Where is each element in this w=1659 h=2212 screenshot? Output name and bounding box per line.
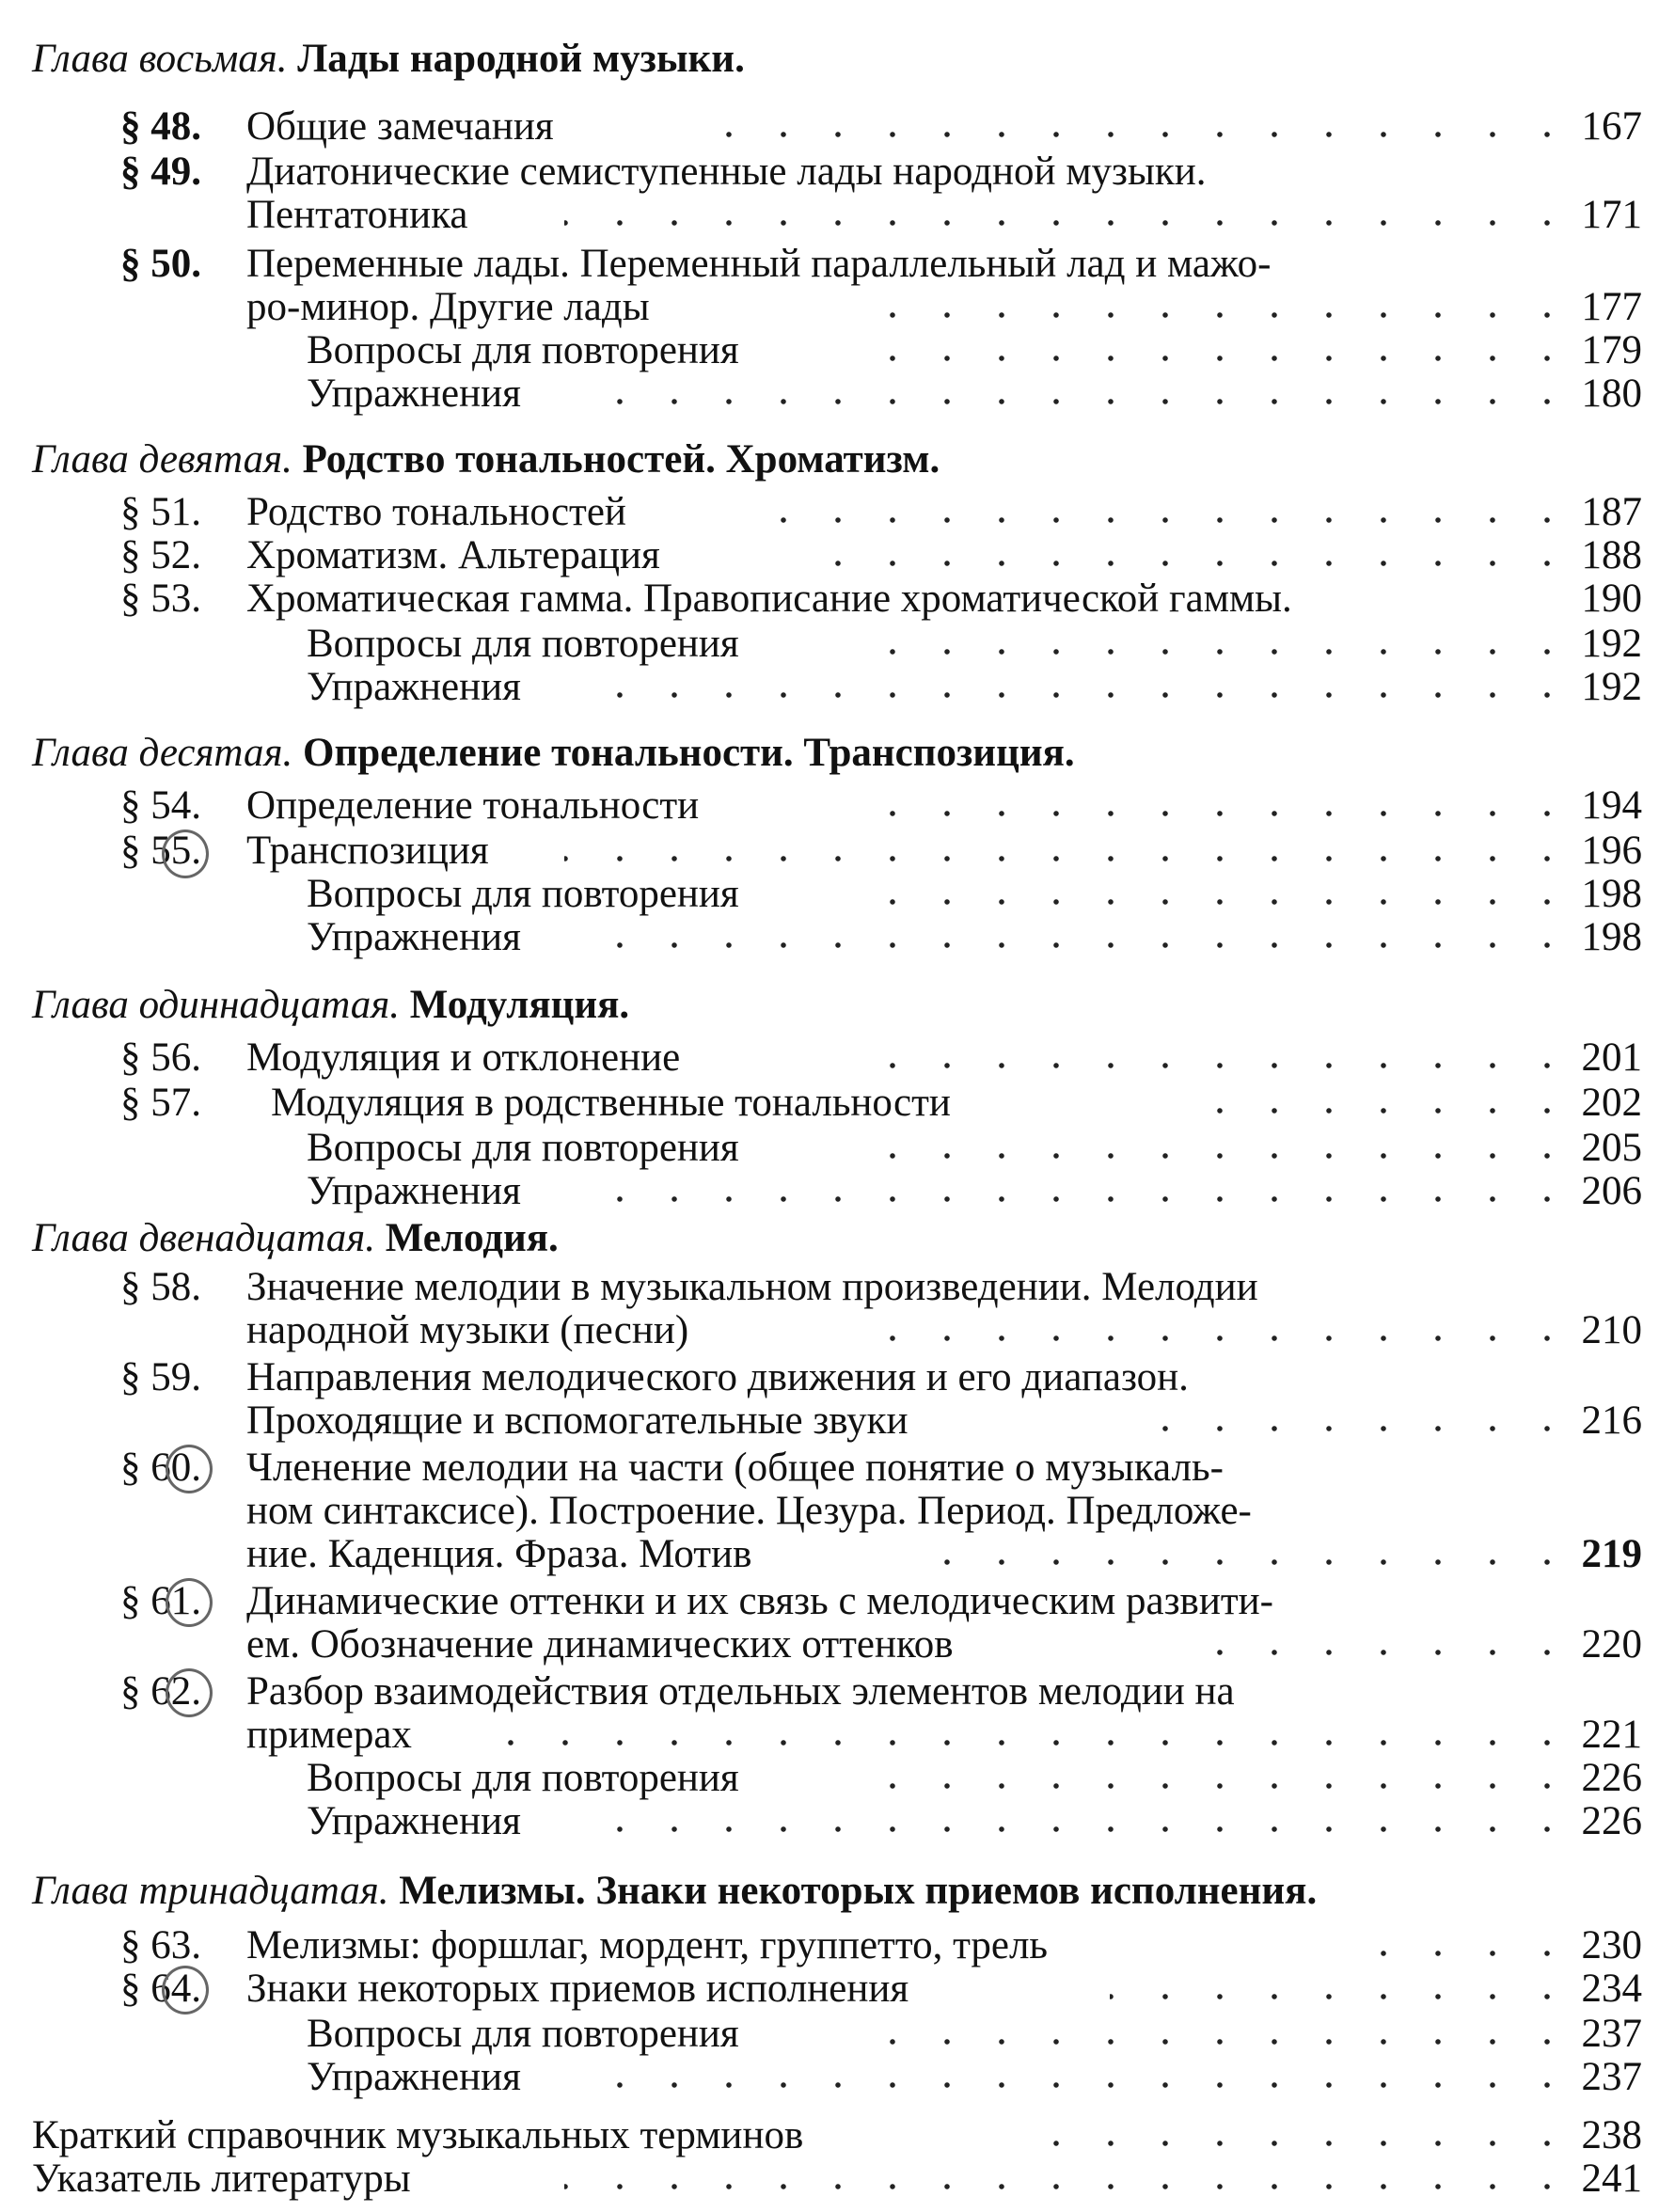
page-number: 216 xyxy=(1581,1398,1642,1443)
dot-leader xyxy=(564,2182,1574,2191)
page-number: 234 xyxy=(1581,1967,1642,2011)
chapter-11-heading xyxy=(32,982,629,1028)
page-number: 171 xyxy=(1581,193,1642,237)
dot-leader xyxy=(790,559,1574,568)
chapter-label: Глава восьмая. xyxy=(32,37,288,81)
dot-leader xyxy=(611,1194,1574,1204)
toc-questions-10 xyxy=(0,871,1659,916)
entry-title: Модуляция и отклонение xyxy=(246,1035,681,1080)
dot-leader xyxy=(1185,1106,1574,1115)
dot-leader xyxy=(1016,2139,1574,2148)
toc-entry-54 xyxy=(0,782,1659,828)
dot-leader xyxy=(875,310,1574,320)
page-number: 187 xyxy=(1581,490,1642,534)
toc-entry-51 xyxy=(0,489,1659,534)
toc-exercises-13 xyxy=(0,2054,1659,2099)
dot-leader xyxy=(1335,1949,1574,1958)
entry-title-line-2: ро-минор. Другие лады xyxy=(246,285,650,329)
toc-entry-59-cont xyxy=(0,1398,1659,1443)
page-number: 205 xyxy=(1581,1126,1642,1170)
toc-entry-61-cont xyxy=(0,1621,1659,1667)
dot-leader xyxy=(611,397,1574,406)
chapter-label: Глава двенадцатая. xyxy=(32,1216,375,1260)
entry-title: Упражнения xyxy=(307,915,521,959)
entry-title-line-1: Значение мелодии в музыкальном произведении. Мелодии xyxy=(246,1265,1258,1309)
entry-title: Упражнения xyxy=(307,2055,521,2099)
entry-title: Вопросы для повторения xyxy=(307,872,739,916)
dot-leader xyxy=(884,1151,1574,1161)
entry-title: Вопросы для повторения xyxy=(307,328,739,372)
toc-questions-13 xyxy=(0,2011,1659,2056)
toc-questions-8 xyxy=(0,327,1659,372)
chapter-8-heading xyxy=(32,36,745,82)
page-number: 188 xyxy=(1581,533,1642,577)
entry-title: Транспозиция xyxy=(246,829,489,873)
page-number: 241 xyxy=(1581,2157,1642,2201)
chapter-10-heading xyxy=(32,730,1075,776)
page-number: 180 xyxy=(1581,371,1642,416)
section-number: § 50. xyxy=(120,242,201,286)
handwritten-circle-mark xyxy=(162,1966,209,2014)
entry-title-line-1: Членение мелодии на части (общее понятие о музыкаль- xyxy=(246,1446,1224,1490)
page-number: 167 xyxy=(1581,104,1642,149)
handwritten-circle-mark xyxy=(166,1445,213,1493)
entry-title: Вопросы для повторения xyxy=(307,2012,739,2056)
page-number: 237 xyxy=(1581,2055,1642,2099)
entry-title: Мелизмы: форшлаг, мордент, группетто, трель xyxy=(246,1923,1049,1967)
dot-leader xyxy=(611,940,1574,950)
chapter-title: Модуляция. xyxy=(409,983,630,1027)
chapter-label: Глава десятая. xyxy=(32,731,293,775)
section-number: § 51. xyxy=(120,490,201,534)
toc-entry-59 xyxy=(0,1354,1659,1399)
entry-title-line-2: Пентатоника xyxy=(246,193,468,237)
entry-title: Вопросы для повторения xyxy=(307,1756,739,1800)
dot-leader xyxy=(1185,1648,1574,1657)
dot-leader xyxy=(884,2037,1574,2046)
toc-questions-12 xyxy=(0,1755,1659,1800)
section-number: § 59. xyxy=(120,1355,201,1399)
toc-questions-9 xyxy=(0,621,1659,666)
page-number: 198 xyxy=(1581,872,1642,916)
entry-title-line-1: Динамические оттенки и их связь с мелодическим развити- xyxy=(246,1579,1273,1623)
chapter-label: Глава одиннадцатая. xyxy=(32,983,401,1027)
chapter-title: Родство тональностей. Хроматизм. xyxy=(302,437,940,482)
page-number: 179 xyxy=(1581,328,1642,372)
chapter-label: Глава девятая. xyxy=(32,437,292,482)
entry-title-line-2: Проходящие и вспомогательные звуки xyxy=(246,1398,908,1443)
section-number: § 48. xyxy=(120,104,201,149)
toc-exercises-12 xyxy=(0,1798,1659,1843)
entry-title: Модуляция в родственные тональности xyxy=(271,1081,951,1125)
toc-exercises-11 xyxy=(0,1168,1659,1213)
entry-title: Упражнения xyxy=(307,1799,521,1843)
dot-leader xyxy=(865,1334,1574,1343)
entry-title: Определение тональности xyxy=(246,783,700,828)
toc-entry-56 xyxy=(0,1035,1659,1080)
dot-leader xyxy=(611,2080,1574,2090)
dot-leader xyxy=(865,1061,1574,1070)
entry-title-line-2: ем. Обозначение динамических оттенков xyxy=(246,1622,954,1667)
entry-title: Упражнения xyxy=(307,665,521,709)
section-number: § 49. xyxy=(120,150,201,194)
section-number: § 62. xyxy=(120,1669,201,1714)
section-number: § 52. xyxy=(120,533,201,577)
entry-title: Упражнения xyxy=(307,1169,521,1213)
page-number: 226 xyxy=(1581,1799,1642,1843)
chapter-title: Мелизмы. Знаки некоторых приемов исполнения. xyxy=(399,1869,1318,1913)
page-number: 194 xyxy=(1581,783,1642,828)
page-number: 226 xyxy=(1581,1756,1642,1800)
page-number: 192 xyxy=(1581,622,1642,666)
handwritten-circle-mark xyxy=(166,1668,213,1717)
chapter-13-heading xyxy=(32,1868,1317,1914)
page-number: 202 xyxy=(1581,1081,1642,1125)
entry-title: Вопросы для повторения xyxy=(307,1126,739,1170)
toc-exercises-10 xyxy=(0,914,1659,959)
dot-leader xyxy=(611,690,1574,700)
toc-entry-64 xyxy=(0,1966,1659,2011)
dot-leader xyxy=(677,130,1574,139)
toc-entry-52 xyxy=(0,532,1659,577)
entry-title: Указатель литературы xyxy=(32,2157,411,2201)
toc-entry-62 xyxy=(0,1668,1659,1714)
dot-leader xyxy=(1129,1424,1574,1433)
toc-entry-50-cont xyxy=(0,284,1659,329)
toc-entry-53 xyxy=(0,576,1659,621)
page-number: 230 xyxy=(1581,1923,1642,1967)
toc-entry-48 xyxy=(0,103,1659,149)
chapter-9-heading xyxy=(32,436,940,482)
page-number: 221 xyxy=(1581,1713,1642,1757)
entry-title-line-2: ном синтаксисе). Построение. Цезура. Период. Предложе- xyxy=(246,1489,1252,1533)
toc-entry-58 xyxy=(0,1264,1659,1309)
dot-leader xyxy=(564,218,1574,228)
page-number: 238 xyxy=(1581,2113,1642,2157)
section-number: § 54. xyxy=(120,783,201,828)
section-number: § 64. xyxy=(120,1967,201,2011)
dot-leader xyxy=(771,515,1574,525)
toc-exercises-8 xyxy=(0,371,1659,416)
entry-title: Краткий справочник музыкальных терминов xyxy=(32,2113,804,2157)
dot-leader xyxy=(884,1781,1574,1791)
dot-leader xyxy=(508,1738,1574,1747)
toc-exercises-9 xyxy=(0,664,1659,709)
chapter-label: Глава тринадцатая. xyxy=(32,1869,389,1913)
toc-entry-60-cont xyxy=(0,1488,1659,1533)
dot-leader xyxy=(884,897,1574,907)
entry-title-line-1: Разбор взаимодействия отдельных элементов мелодии на xyxy=(246,1669,1235,1714)
section-number: § 55. xyxy=(120,829,201,873)
section-number: § 61. xyxy=(120,1579,201,1623)
entry-title-line-1: Переменные лады. Переменный параллельный лад и мажо- xyxy=(246,242,1272,286)
entry-title-line-2: примерах xyxy=(246,1713,412,1757)
section-number: § 53. xyxy=(120,577,201,621)
entry-title-line-3: ние. Каденция. Фраза. Мотив xyxy=(246,1532,752,1576)
toc-entry-57 xyxy=(0,1080,1659,1125)
section-number: § 58. xyxy=(120,1265,201,1309)
chapter-title: Лады народной музыки. xyxy=(297,37,745,81)
page-number: 190 xyxy=(1581,577,1642,621)
page-number: 210 xyxy=(1581,1308,1642,1352)
chapter-12-heading xyxy=(32,1215,559,1261)
dot-leader xyxy=(884,354,1574,363)
page-number: 177 xyxy=(1581,285,1642,329)
dot-leader xyxy=(884,647,1574,656)
toc-questions-11 xyxy=(0,1125,1659,1170)
toc-entry-55 xyxy=(0,828,1659,873)
toc-entry-58-cont xyxy=(0,1307,1659,1352)
entry-title-line-2: народной музыки (песни) xyxy=(246,1308,689,1352)
dot-leader xyxy=(1110,1992,1574,2001)
entry-title: Родство тональностей xyxy=(246,490,626,534)
toc-entry-50 xyxy=(0,241,1659,286)
dot-leader xyxy=(611,1825,1574,1834)
toc-reference-glossary xyxy=(0,2112,1659,2157)
entry-title: Хроматизм. Альтерация xyxy=(246,533,660,577)
entry-title: Знаки некоторых приемов исполнения xyxy=(246,1967,909,2011)
chapter-title: Определение тональности. Транспозиция. xyxy=(303,731,1075,775)
toc-literature-index xyxy=(0,2156,1659,2201)
toc-entry-49 xyxy=(0,149,1659,194)
entry-title-line-1: Направления мелодического движения и его диапазон. xyxy=(246,1355,1189,1399)
entry-title: Упражнения xyxy=(307,371,521,416)
toc-entry-49-cont xyxy=(0,192,1659,237)
section-number: § 56. xyxy=(120,1035,201,1080)
page-number: 192 xyxy=(1581,665,1642,709)
entry-title-line-1: Диатонические семиступенные лады народной музыки. xyxy=(246,150,1207,194)
section-number: § 63. xyxy=(120,1923,201,1967)
dot-leader xyxy=(564,854,1574,863)
section-number: § 60. xyxy=(120,1446,201,1490)
page-number: 201 xyxy=(1581,1035,1642,1080)
page-number: 206 xyxy=(1581,1169,1642,1213)
handwritten-circle-mark xyxy=(166,1578,213,1627)
dot-leader xyxy=(940,1557,1574,1567)
page-number: 220 xyxy=(1581,1622,1642,1667)
section-number: § 57. xyxy=(120,1081,201,1125)
entry-title: Вопросы для повторения xyxy=(307,622,739,666)
dot-leader xyxy=(846,809,1574,818)
toc-entry-62-cont xyxy=(0,1712,1659,1757)
page-number: 219 xyxy=(1581,1532,1642,1576)
entry-title: Общие замечания xyxy=(246,104,554,149)
page-number: 198 xyxy=(1581,915,1642,959)
page-number: 196 xyxy=(1581,829,1642,873)
toc-entry-63 xyxy=(0,1922,1659,1967)
chapter-title: Мелодия. xyxy=(385,1216,559,1260)
toc-entry-60-cont-2 xyxy=(0,1531,1659,1576)
toc-entry-60 xyxy=(0,1445,1659,1490)
toc-entry-61 xyxy=(0,1578,1659,1623)
entry-title: Хроматическая гамма. Правописание хроматической гаммы. xyxy=(246,577,1292,621)
page-number: 237 xyxy=(1581,2012,1642,2056)
